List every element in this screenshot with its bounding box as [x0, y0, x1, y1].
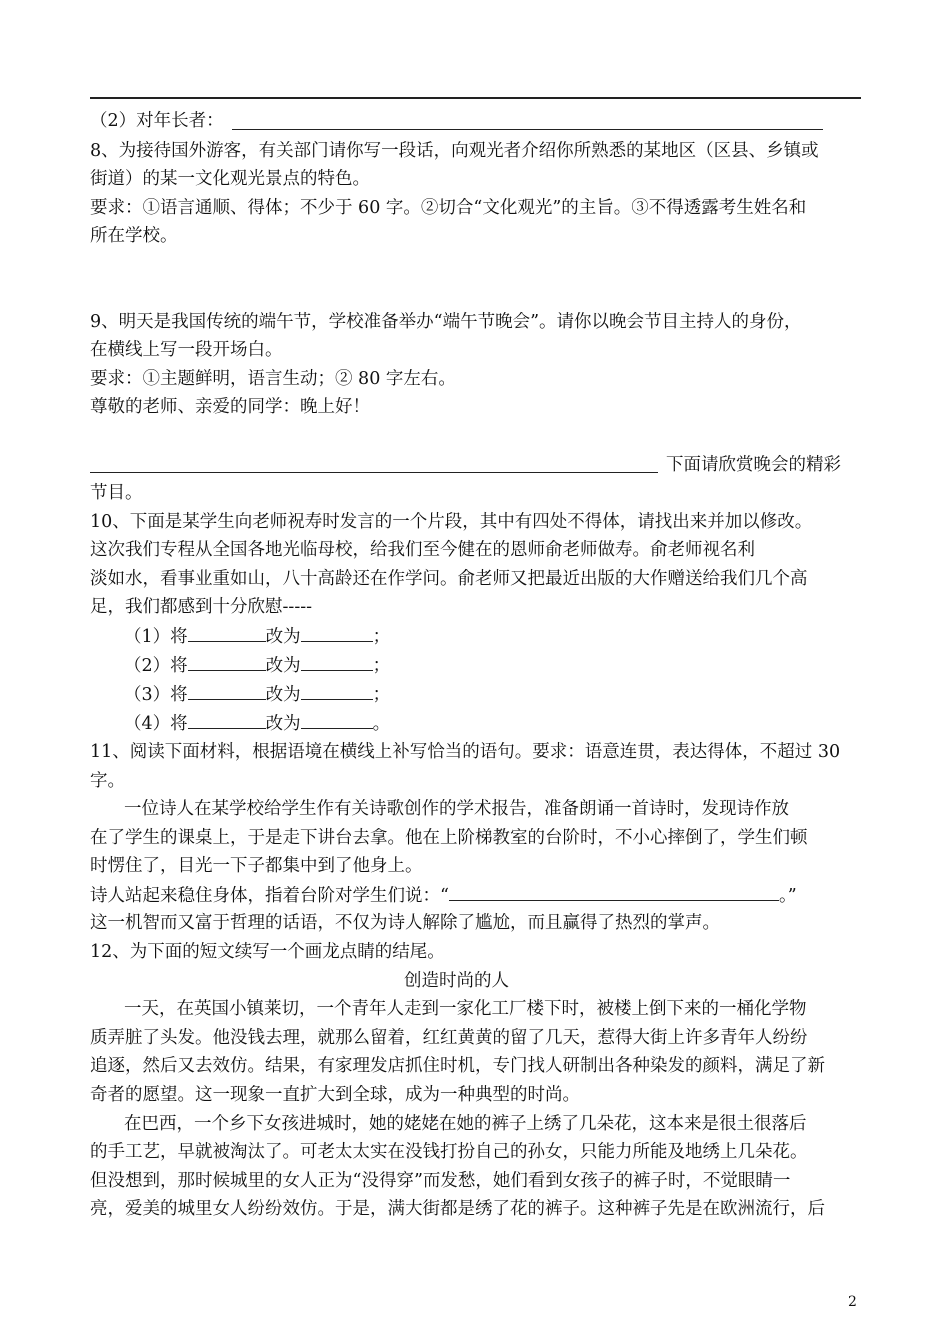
q12-paragraph1-line1: 一天，在英国小镇莱切，一个青年人走到一家化工厂楼下时，被楼上倒下来的一桶化学物: [124, 999, 807, 1019]
q11-quote-end: 。”: [778, 886, 797, 906]
q9-answer-blank[interactable]: [90, 456, 658, 473]
q10-item-3-change-to: 改为: [265, 685, 301, 705]
q10-passage-line2: 淡如水，看事业重如山，八十高龄还在作学问。俞老师又把最近出版的大作赠送给我们几个高: [90, 569, 808, 589]
q10-item-1-change-to: 改为: [265, 627, 301, 647]
q9-tail-line2: 节目。: [90, 483, 143, 503]
q10-item-4-change-to: 改为: [265, 714, 301, 734]
q12-paragraph2-line4: 亮，爱美的城里女人纷纷效仿。于是，满大街都是绣了花的裤子。这种裤子先是在欧洲流行，后: [90, 1199, 825, 1219]
q10-item-4: [124, 712, 390, 735]
q10-item-1-original-blank[interactable]: [188, 625, 266, 642]
q12-paragraph2-line3: 但没想到，那时候城里的女人正为“没得穿”而发愁，她们看到女孩子的裤子时，不觉眼睛一: [90, 1171, 791, 1191]
q10-item-3-revised-blank[interactable]: [301, 683, 373, 700]
q11-prompt-line2: 字。: [90, 771, 125, 791]
q10-item-3-label: （3）将: [124, 685, 188, 705]
q10-item-3-original-blank[interactable]: [188, 683, 266, 700]
q10-item-2: [124, 654, 390, 677]
q9-prompt-line1: 9、明天是我国传统的端午节，学校准备举办“端午节晚会”。请你以晚会节目主持人的身份，: [90, 312, 802, 332]
q11-passage-line3: 时愣住了，目光一下子都集中到了他身上。: [90, 856, 423, 876]
q11-passage-line5: 这一机智而又富于哲理的话语，不仅为诗人解除了尴尬，而且赢得了热烈的掌声。: [90, 913, 720, 933]
q10-item-1: [124, 625, 390, 648]
q10-item-3: [124, 683, 390, 706]
q10-item-3-end: ；: [372, 685, 391, 705]
q10-prompt: 10、下面是某学生向老师祝寿时发言的一个片段，其中有四处不得体，请找出来并加以修改。: [90, 512, 813, 532]
q9-tail-line1: 下面请欣赏晚会的精彩: [666, 455, 841, 475]
q12-paragraph1-line2: 质弄脏了头发。他没钱去理，就那么留着，红红黄黄的留了几天，惹得大街上许多青年人纷纷: [90, 1028, 808, 1048]
q11-quote-start: 诗人站起来稳住身体，指着台阶对学生们说：“: [90, 886, 449, 906]
q11-passage-line1: 一位诗人在某学校给学生作有关诗歌创作的学术报告，准备朗诵一首诗时，发现诗作放: [124, 799, 789, 819]
q10-item-1-end: ；: [372, 627, 391, 647]
q12-paragraph2-line2: 的手工艺，早就被淘汰了。可老太太实在没钱打扮自己的孙女，只能力所能及地绣上几朵花。: [90, 1142, 808, 1162]
q11-answer-blank[interactable]: [449, 884, 779, 901]
q12-paragraph2-line1: 在巴西，一个乡下女孩进城时，她的姥姥在她的裤子上绣了几朵花，这本来是很土很落后: [124, 1114, 807, 1134]
q12-paragraph1-line3: 追逐，然后又去效仿。结果，有家理发店抓住时机，专门找人研制出各种染发的颜料，满足了新: [90, 1056, 825, 1076]
q8-requirement-line2: 所在学校。: [90, 226, 178, 246]
page-number: 2: [848, 1294, 857, 1310]
q10-item-2-end: ；: [372, 656, 391, 676]
q11-passage-line4: [90, 884, 797, 907]
q11-passage-line2: 在了学生的课桌上，于是走下讲台去拿。他在上阶梯教室的台阶时，不小心摔倒了，学生们顿: [90, 828, 808, 848]
q10-item-1-label: （1）将: [124, 627, 188, 647]
q7-item2: [90, 110, 224, 132]
q8-prompt-line2: 街道）的某一文化观光景点的特色。: [90, 169, 370, 189]
q10-item-2-change-to: 改为: [265, 656, 301, 676]
q10-item-1-revised-blank[interactable]: [301, 625, 373, 642]
q12-article-title: 创造时尚的人: [404, 971, 509, 991]
q10-item-4-revised-blank[interactable]: [301, 712, 373, 729]
header-rule: [90, 97, 861, 99]
q7-item2-label: （2）对年长者：: [90, 111, 224, 131]
q10-item-2-original-blank[interactable]: [188, 654, 266, 671]
q10-passage-line3: 足，我们都感到十分欣慰-----: [90, 597, 313, 617]
q8-requirement-line1: 要求：①语言通顺、得体；不少于 60 字。②切合“文化观光”的主旨。③不得透露考生姓名和: [90, 198, 807, 218]
q9-requirement: 要求：①主题鲜明，语言生动；② 80 字左右。: [90, 369, 456, 389]
q10-item-4-end: 。: [372, 714, 391, 734]
q10-item-4-label: （4）将: [124, 714, 188, 734]
q10-passage-line1: 这次我们专程从全国各地光临母校，给我们至今健在的恩师俞老师做寿。俞老师视名利: [90, 540, 755, 560]
q8-prompt-line1: 8、为接待国外游客，有关部门请你写一段话，向观光者介绍你所熟悉的某地区（区县、乡镇或: [90, 141, 819, 161]
q11-prompt-line1: 11、阅读下面材料，根据语境在横线上补写恰当的语句。要求：语意连贯，表达得体，不超过 30: [90, 742, 841, 762]
q12-prompt: 12、为下面的短文续写一个画龙点睛的结尾。: [90, 942, 445, 962]
q12-paragraph1-line4: 奇者的愿望。这一现象一直扩大到全球，成为一种典型的时尚。: [90, 1085, 580, 1105]
q9-greeting: 尊敬的老师、亲爱的同学：晚上好！: [90, 397, 370, 417]
q10-item-4-original-blank[interactable]: [188, 712, 266, 729]
q9-prompt-line2: 在横线上写一段开场白。: [90, 340, 283, 360]
q10-item-2-revised-blank[interactable]: [301, 654, 373, 671]
q10-item-2-label: （2）将: [124, 656, 188, 676]
q7-answer-blank[interactable]: [232, 113, 823, 130]
